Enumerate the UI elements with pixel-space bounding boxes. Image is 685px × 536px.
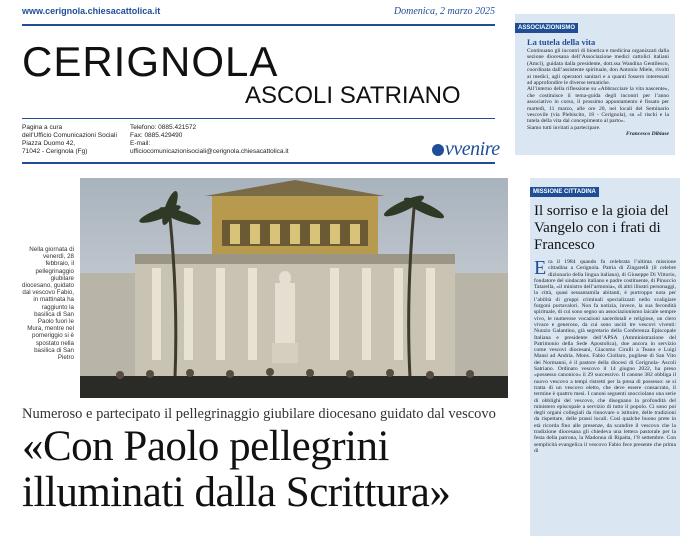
association-box: [515, 14, 675, 155]
basilica-illustration: [80, 178, 508, 398]
section-tag: MISSIONE CITTADINA: [530, 187, 599, 197]
photo-caption: Nella giornata di venerdì, 28 febbraio, il pellegrinaggio giubilare diocesano, guidato dal vescovo Fabio, in mattinata ha raggiunto la basilica di San Paolo fuori le Mura, mentre nel pomeriggio si è spostato nella basilica di San Pietro: [22, 246, 74, 362]
box-signature: Francesco Dibiase: [625, 131, 669, 138]
mission-body: Era il 1984 quando fu celebrata l’ultima missione cittadina a Cerignola. Patria di Zingarelli (il celebre dizionario della lingua italiana), di Giuseppe Di Vittorio, fondatore del sindacato italiano e padre costituente, di Pinuccio Tatarella, «il ministro dell’armonia», di altri illustri personaggi, la città, quasi sessantamila abitanti, è purtroppo nota per l’abilità di gruppi criminali specializzati nello svaligiare furgoni portavalori. Non fa notizia, invece, la sua fecondità spirituale, di cui sono segno un associazionismo laicale sempre vivo, le numerose vocazioni sacerdotali e religiose, un clero vivace e generoso, da cui sono usciti tre vescovi viventi: Nunzio Galantino, già segretario della Conferenza Episcopale Italiana e presidente dell’APSA (Amministrazione del Patrimonio della Sede Apostolica), due ancora in servizio come vescovi diocesani, Giacomo Cirulli a Teano e Luigi Mansi ad Andria. Mons. Fabio Ciollaro, pugliese di San Vito dei Normanni, è il pastore della diocesi di Cerignola- Ascoli Satriano. Ordinato vescovo il 14 giugno 2022, ha preso «possesso canonico» il 29 successivo. Il canone 382 obbliga il nuovo vescovo a tempi ristretti per la presa di possesso: se si tratta di un vescovo eletto, che deve essere consacrato, il termine è quattro mesi. I canoni seguenti snocciolano una serie di obblighi del vescovo, che disegnano la profondità del ministero episcopale a servizio di tutto il popolo. Ci sono poi degli organi collegiali da rinnovare o istituire, delle tradizioni da rispettare, delle prassi locali. Così qualche buono prete in età ricorda fino alle presenze, da scandire il vescovo che la tradizione diocesana gli chiedeva una lettera pastorale per la festa della patrona, la Madonna di Ripalta, l’8 settembre. Con semplicità evangelica il vescovo Fabio fece presente che prima di: [534, 257, 676, 454]
editorial-info: Pagina a cura dell’Ufficio Comunicazioni Sociali Piazza Duomo 42, 71042 - Cerignola (Fg): [22, 124, 117, 155]
top-bar: [22, 4, 495, 26]
article-headline: «Con Paolo pellegrini illuminati dalla Scrittura»: [22, 423, 451, 516]
avvenire-logo: vvenire: [432, 138, 500, 161]
logo-a-icon: [432, 144, 444, 156]
box-paragraph: Continuano gli incontri di bioetica e medicina organizzati dalla sezione diocesana dell’Associazione medici cattolici italiani (Amci), guidata dalla presidente, dott.ssa Wandina Gentilesco, coordinata dall’assistente spirituale, don Antonio Miele, rivolti ai medici, agli operatori sanitari e a quanti fossero interessati ad approfondire le diverse tematiche.: [527, 48, 669, 87]
masthead-subtitle: ASCOLI SATRIANO: [245, 82, 461, 109]
box-paragraph: Siamo tutti invitati a partecipare.: [527, 124, 601, 131]
contact-info: Telefono: 0885.421572 Fax: 0885.429490 E-mail: ufficiocomunicazionisociali@cerignola.chiesacattolica.it: [130, 124, 289, 155]
drop-cap: E: [534, 257, 547, 279]
contact-email[interactable]: ufficiocomunicazionisociali@cerignola.chiesacattolica.it: [130, 148, 289, 155]
mission-article: [530, 178, 680, 536]
masthead-title: CERIGNOLA: [22, 38, 279, 85]
box-title: La tutela della vita: [527, 37, 596, 47]
mission-title: Il sorriso e la gioia del Vangelo con i frati di Francesco: [534, 203, 669, 253]
issue-date: Domenica, 2 marzo 2025: [393, 6, 495, 17]
basilica-photo: [80, 178, 508, 398]
divider: [22, 162, 495, 164]
divider: [22, 118, 495, 119]
box-paragraph: All’interno della riflessione su «Abbracciare la vita nascente», che costituisce il tema-guida degli incontri per l’anno associativo in corso, il prossimo appuntamento è fissato per martedì, 11 marzo, alle ore 20, nei locali del Seminario vescovile (via Plebiscito, 18 - Cerignola), su «I rischi e la tutela della vita dal concepimento al parto».: [527, 86, 669, 125]
site-url[interactable]: www.cerignola.chiesacattolica.it: [22, 6, 161, 16]
section-tag: ASSOCIAZIONISMO: [515, 23, 578, 33]
article-kicker: Numeroso e partecipato il pellegrinaggio giubilare diocesano guidato dal vescovo: [22, 406, 496, 422]
